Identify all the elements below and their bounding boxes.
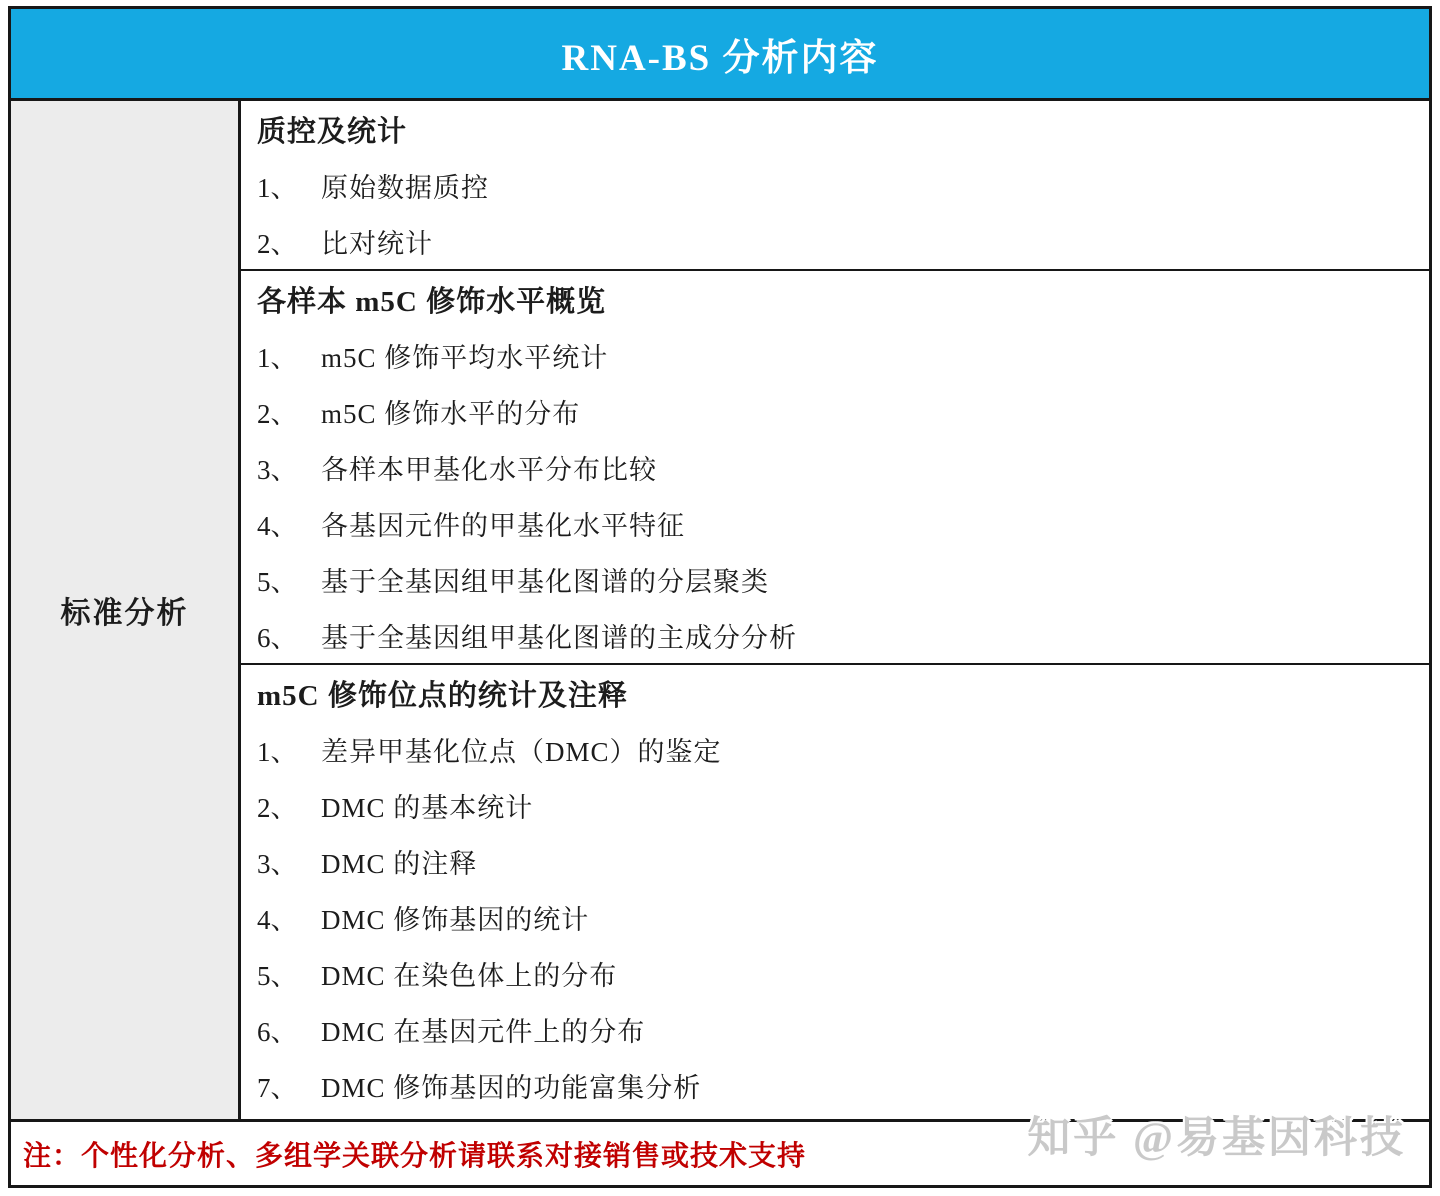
item-row: [257, 213, 1429, 269]
item-text: 各基因元件的甲基化水平特征: [321, 510, 685, 541]
item-number: 4、: [257, 510, 298, 541]
item-row: [257, 327, 1429, 383]
page-title: RNA-BS 分析内容: [561, 37, 879, 79]
item-row: [257, 383, 1429, 439]
section-heading: 质控及统计: [257, 115, 408, 148]
item-row: [257, 607, 1429, 663]
section-heading: m5C 修饰位点的统计及注释: [257, 679, 628, 712]
item-row: [257, 777, 1429, 833]
sections-container: [241, 101, 1429, 1119]
item-text: m5C 修饰水平的分布: [321, 398, 581, 429]
item-number: 6、: [257, 1016, 298, 1047]
item-row: [257, 1057, 1429, 1113]
item-row: [257, 1001, 1429, 1057]
item-number: 6、: [257, 622, 298, 653]
item-text: m5C 修饰平均水平统计: [321, 342, 609, 373]
section: [241, 101, 1429, 271]
item-row: [257, 157, 1429, 213]
item-row: [257, 833, 1429, 889]
item-number: 1、: [257, 736, 298, 767]
item-number: 4、: [257, 904, 298, 935]
item-number: 1、: [257, 172, 298, 203]
item-text: DMC 在基因元件上的分布: [321, 1016, 646, 1047]
item-row: [257, 439, 1429, 495]
item-row: [257, 889, 1429, 945]
section: [241, 271, 1429, 665]
analysis-table: [8, 6, 1432, 1188]
table-header: [11, 9, 1429, 101]
item-text: DMC 修饰基因的功能富集分析: [321, 1072, 702, 1103]
item-text: 原始数据质控: [321, 172, 489, 203]
item-text: DMC 的注释: [321, 848, 478, 879]
item-text: 基于全基因组甲基化图谱的主成分分析: [321, 622, 797, 653]
item-number: 7、: [257, 1072, 298, 1103]
item-number: 5、: [257, 960, 298, 991]
item-number: 3、: [257, 454, 298, 485]
item-row: [257, 495, 1429, 551]
standard-analysis-label: 标准分析: [60, 597, 189, 630]
standard-analysis-cell: [11, 101, 241, 1119]
note-text: 注：个性化分析、多组学关联分析请联系对接销售或技术支持: [23, 1140, 807, 1172]
item-text: 各样本甲基化水平分布比较: [321, 454, 657, 485]
item-number: 1、: [257, 342, 298, 373]
section-heading-row: [257, 271, 1429, 327]
section-heading-row: [257, 665, 1429, 721]
item-text: 差异甲基化位点（DMC）的鉴定: [321, 736, 722, 767]
item-text: 基于全基因组甲基化图谱的分层聚类: [321, 566, 769, 597]
item-text: DMC 修饰基因的统计: [321, 904, 590, 935]
item-row: [257, 945, 1429, 1001]
item-text: DMC 的基本统计: [321, 792, 534, 823]
item-text: DMC 在染色体上的分布: [321, 960, 618, 991]
item-row: [257, 551, 1429, 607]
item-number: 3、: [257, 848, 298, 879]
watermark: 知乎 @易基因科技: [1027, 1115, 1406, 1162]
section: [241, 665, 1429, 1113]
section-heading: 各样本 m5C 修饰水平概览: [257, 285, 607, 318]
item-number: 2、: [257, 398, 298, 429]
item-number: 5、: [257, 566, 298, 597]
section-heading-row: [257, 101, 1429, 157]
item-number: 2、: [257, 792, 298, 823]
table-body: [11, 101, 1429, 1119]
item-text: 比对统计: [321, 228, 433, 259]
note-row: [11, 1119, 1429, 1185]
item-number: 2、: [257, 228, 298, 259]
item-row: [257, 721, 1429, 777]
